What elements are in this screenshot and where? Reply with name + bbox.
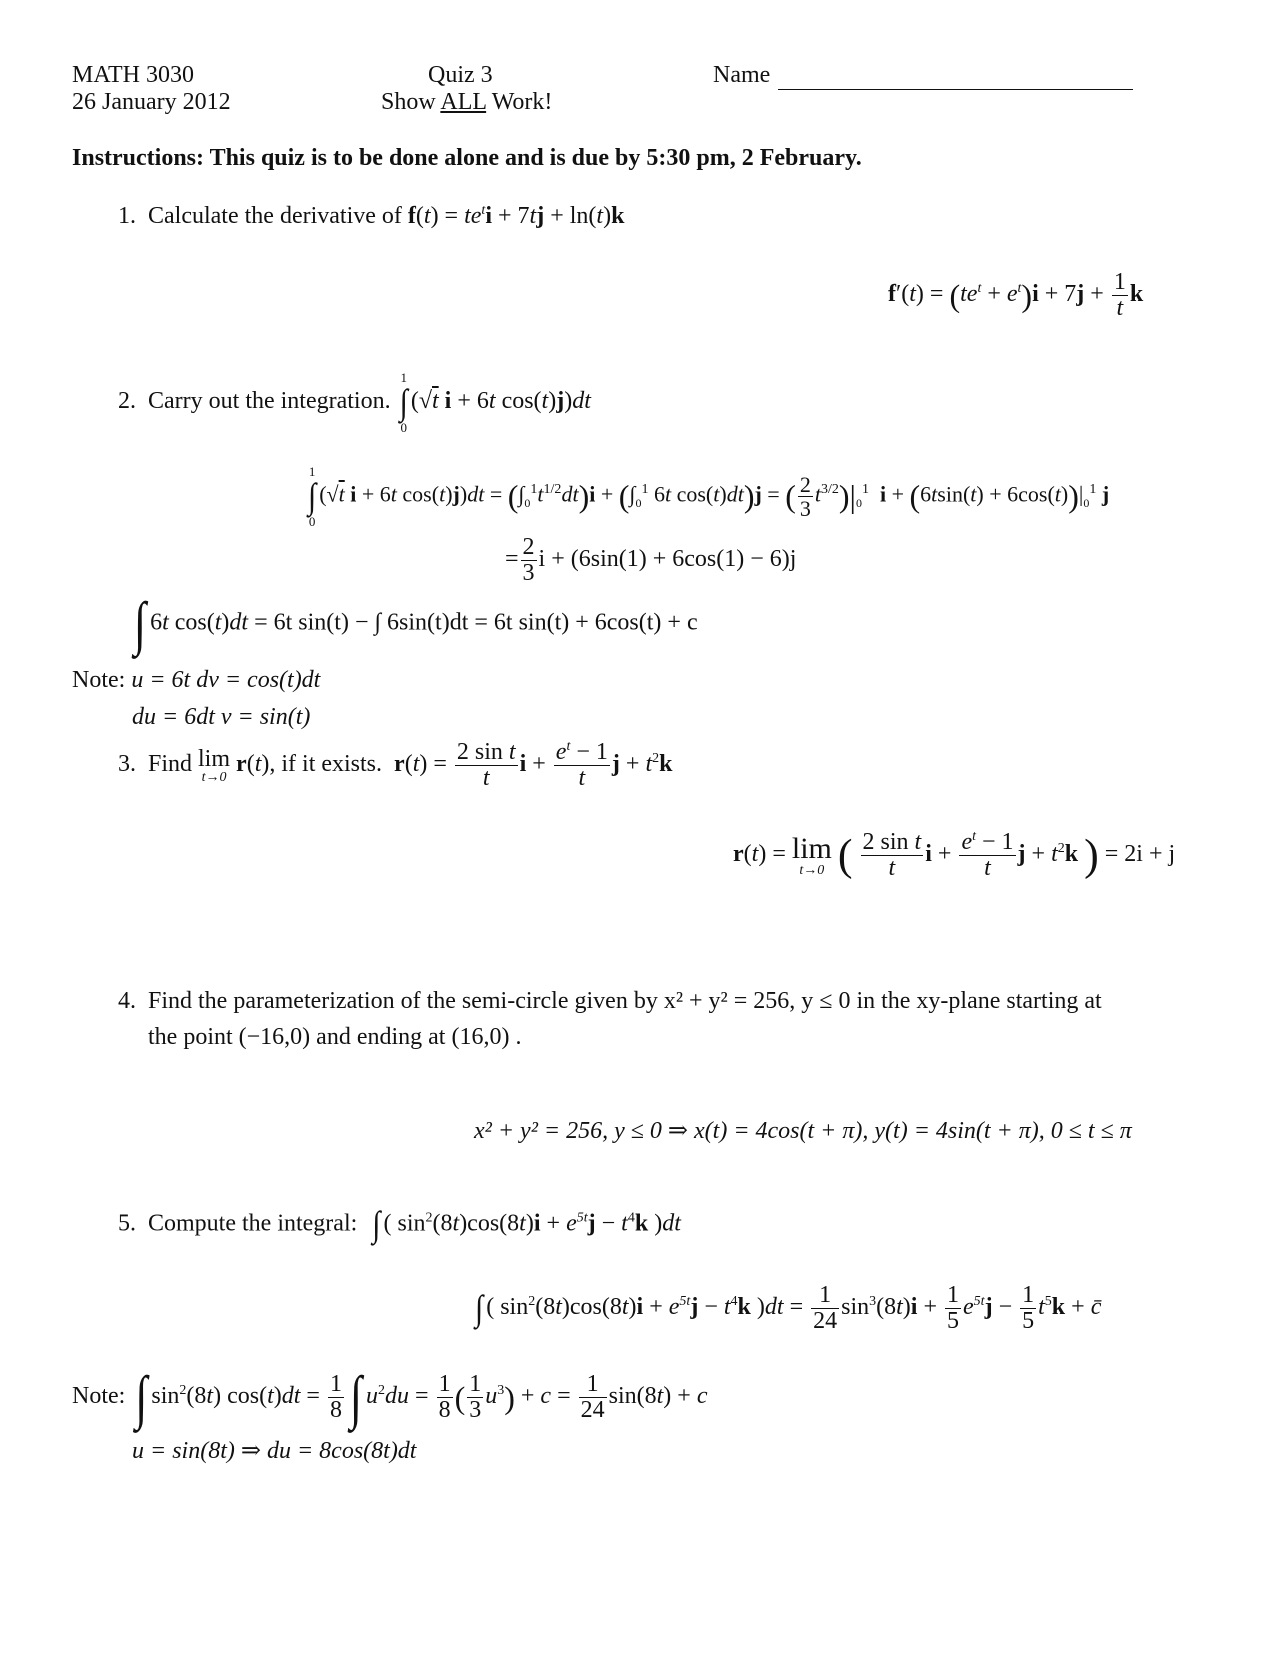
note-2-line1: Note: u = 6t dv = cos(t)dt: [72, 667, 321, 693]
answer-3: r(t) = lim t→0 ( $\frac{\text{2 sin t}}{t}$ i + $\frac{e^t - 1}{t}$ $j + t^2k$ ) = 2i + j: [733, 829, 1176, 882]
note-2-line2: du = 6dt v = sin(t): [132, 704, 311, 730]
integration-work-line2: = $\frac{2}{3}$ i + (6sin(1) + 6cos(1) − 6)j: [505, 534, 797, 587]
note-5-substitution: u = sin(8t) ⇒ du = 8cos(8t)dt: [132, 1438, 417, 1464]
question-1: 1. Calculate the derivative of $f(t) = te^ti + 7tj + \ln(t)k$: [118, 203, 625, 229]
name-field: Name: [713, 62, 1133, 90]
answer-5: ∫ ( $\sin^2(8t)\cos(8t)i + e^{5t}j - t^4k$ )dt = $\frac{1}{24}$ $\sin^3(8t)i$ + $\frac{1}{5}$ $e^{5t}j$ − $\frac{1}{5}$ $t^5k$ + c̄: [475, 1282, 1102, 1335]
question-2: 2. Carry out the integration. 1 ∫ 0(√t i + 6t cos(t)j)dt: [118, 370, 591, 435]
question-4-line2: the point (−16,0) and ending at (16,0) .: [148, 1024, 522, 1050]
integration-work-line1: 1 ∫ 0(√t i + 6t $\cos(t)j)dt = (\int_0^1t^{1/2}dt)i + (\int_0^1$ 6t cos(t)dt)j = ( $\frac{2}{3}$ $t^{3/2})|_0^1$ $i + (6tsin(t) + 6\cos(t))|_0^1$ j: [308, 464, 1110, 529]
question-5: 5. Compute the integral: ∫ ( $\sin^2(8t)\cos(8t)i + e^{5t}j - t^4k$ )dt: [118, 1204, 681, 1245]
answer-4: x² + y² = 256, y ≤ 0 ⇒ x(t) = 4cos(t + π), y(t) = 4sin(t + π), 0 ≤ t ≤ π: [474, 1118, 1132, 1144]
quiz-date: 26 January 2012: [72, 89, 231, 115]
question-4-line1: 4. Find the parameterization of the semi-circle given by x² + y² = 256, y ≤ 0 in the xy-plane starting at: [118, 988, 1102, 1014]
integration-by-parts: ∫ 6t cos(t)dt = 6t sin(t) − ∫ 6sin(t)dt = 6t sin(t) + 6cos(t) + c: [134, 590, 698, 657]
course-code: MATH 3030: [72, 62, 195, 88]
note-5: Note: ∫ $\sin^2(8t) \cos(t)dt$ = $\frac{1}{8}$ ∫ $u^2du$ = $\frac{1}{8}$ ( $\frac{1}{3}$ $u^3) + c$ = $\frac{1}{24}$ sin(8t) + c: [72, 1363, 708, 1431]
answer-1: $f'(t) = (te^t + e^t)i + 7j$ + $\frac{1}{t}$ k: [888, 269, 1144, 322]
question-3: 3. Find lim t→0 r(t), if it exists. r(t) = $\frac{\text{2 sin t}}{t}$ i + $\frac{e^t - 1}{t}$ $j + t^2k$: [118, 739, 673, 792]
quiz-title: Quiz 3: [428, 62, 493, 88]
instructions: Instructions: This quiz is to be done alone and is due by 5:30 pm, 2 February.: [72, 145, 862, 171]
show-work-note: Show ALL Work!: [381, 89, 553, 115]
